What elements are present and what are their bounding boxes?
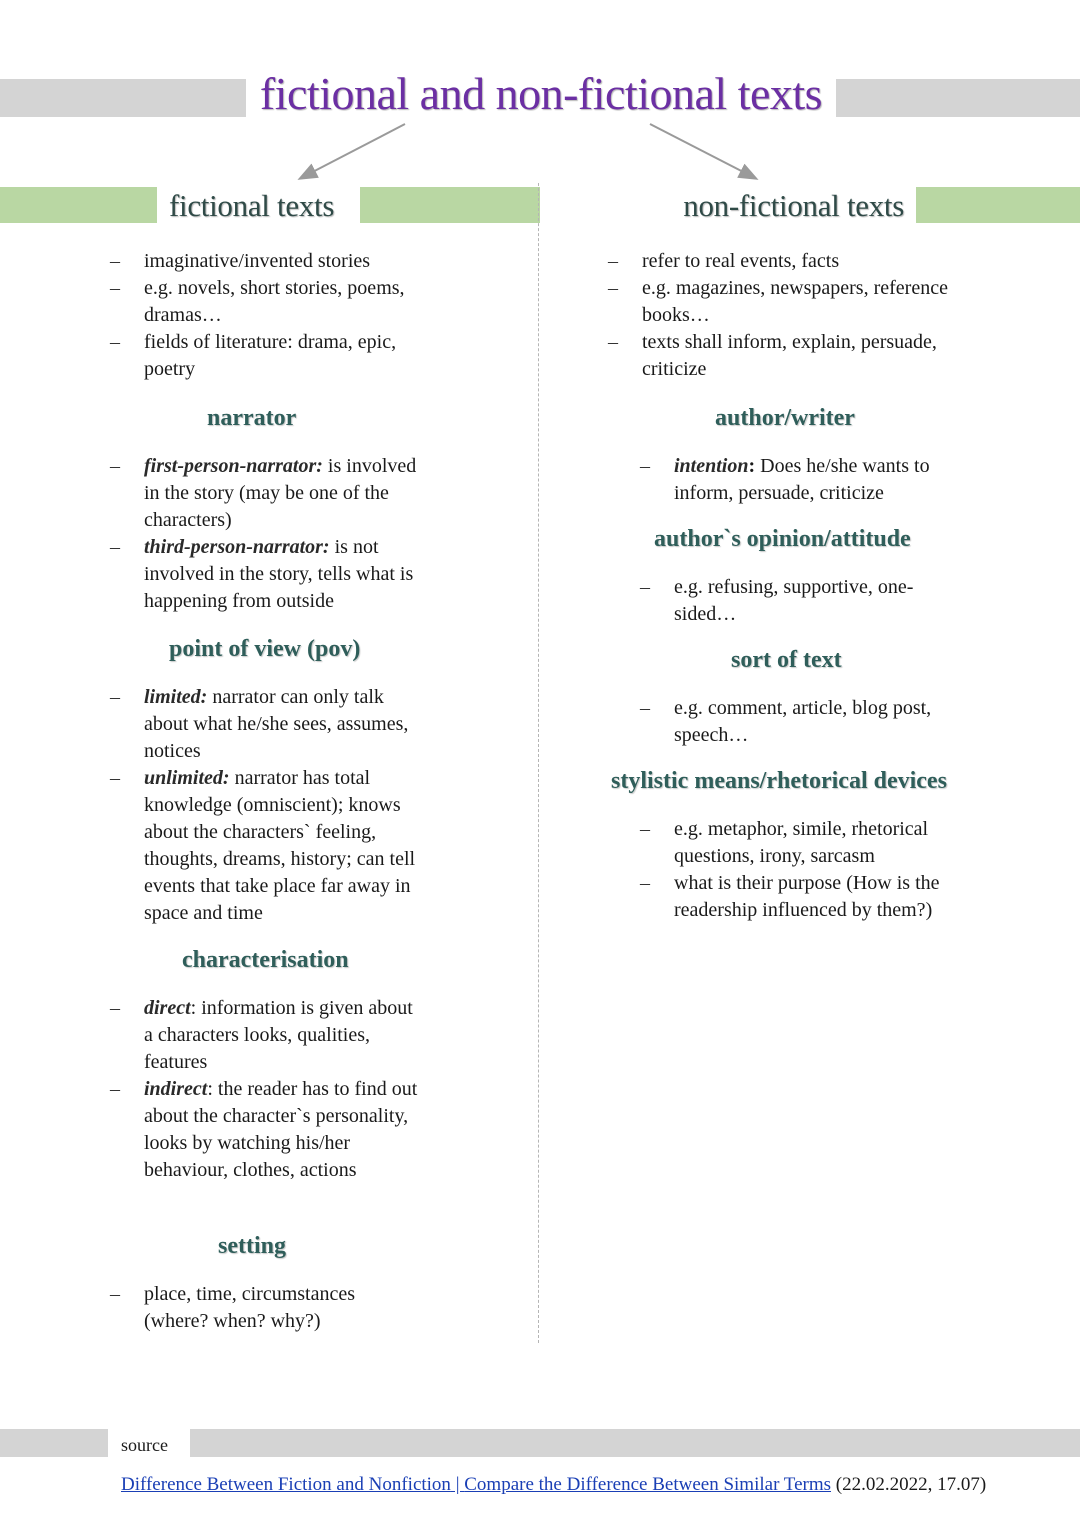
list-item: – imaginative/invented stories xyxy=(144,248,444,275)
arrows xyxy=(0,0,1080,190)
heading-characterisation: characterisation xyxy=(182,947,349,973)
list-item: – texts shall inform, explain, persuade, criticize xyxy=(642,329,987,383)
list-item: – third-person-narrator: is not involved in the story, tells what is happening from outside xyxy=(144,534,429,615)
list-item: – e.g. refusing, supportive, one-sided… xyxy=(674,574,964,628)
fictional-intro-list xyxy=(144,248,444,383)
heading-pov: point of view (pov) xyxy=(169,636,361,662)
stylistic-list xyxy=(674,816,974,924)
list-item: – what is their purpose (How is the readership influenced by them?) xyxy=(674,870,974,924)
list-item: – e.g. magazines, newspapers, reference books… xyxy=(642,275,987,329)
heading-stylistic: stylistic means/rhetorical devices xyxy=(611,768,947,794)
characterisation-list xyxy=(144,995,419,1184)
heading-narrator: narrator xyxy=(207,405,297,431)
arrow-left xyxy=(301,124,405,178)
heading-sort: sort of text xyxy=(731,647,842,673)
list-item: – refer to real events, facts xyxy=(642,248,987,275)
narrator-list xyxy=(144,453,429,615)
nonfictional-title: non-fictional texts xyxy=(540,182,916,230)
pov-list xyxy=(144,684,429,927)
source-date: (22.02.2022, 17.07) xyxy=(831,1474,987,1495)
heading-setting: setting xyxy=(218,1233,286,1259)
list-item: – direct: information is given about a characters looks, qualities, features xyxy=(144,995,419,1076)
fictional-title: fictional texts xyxy=(157,182,360,230)
source-label: source xyxy=(108,1429,190,1459)
list-item: – intention: Does he/she wants to inform, persuade, criticize xyxy=(674,453,974,507)
sort-list xyxy=(674,695,974,749)
list-item: – fields of literature: drama, epic, poetry xyxy=(144,329,444,383)
heading-opinion: author`s opinion/attitude xyxy=(654,526,911,552)
source-link-2[interactable]: Compare the Difference Between Similar Terms xyxy=(464,1474,832,1495)
list-item: – place, time, circumstances (where? when? why?) xyxy=(144,1281,404,1335)
source-citation: Difference Between Fiction and Nonfiction | Compare the Difference Between Similar Terms (22.02.2022, 17.07) xyxy=(121,1474,987,1495)
arrow-right xyxy=(650,124,755,178)
author-list xyxy=(674,453,974,507)
setting-list xyxy=(144,1281,404,1335)
list-item: – indirect: the reader has to find out about the character`s personality, looks by watching his/her behaviour, clothes, actions xyxy=(144,1076,419,1184)
list-item: – e.g. comment, article, blog post, speech… xyxy=(674,695,974,749)
list-item: – e.g. metaphor, simile, rhetorical questions, irony, sarcasm xyxy=(674,816,974,870)
list-item: – unlimited: narrator has total knowledge (omniscient); knows about the characters` feeling, thoughts, dreams, history; can tell events that take place far away in space and time xyxy=(144,765,429,927)
list-item: – first-person-narrator: is involved in the story (may be one of the characters) xyxy=(144,453,429,534)
list-item: – e.g. novels, short stories, poems, dramas… xyxy=(144,275,444,329)
page-title: fictional and non-fictional texts xyxy=(246,64,836,124)
column-divider xyxy=(538,183,539,1343)
source-link-1[interactable]: Difference Between Fiction and Nonfiction xyxy=(121,1474,451,1495)
nonfictional-intro-list xyxy=(642,248,987,383)
list-item: – limited: narrator can only talk about what he/she sees, assumes, notices xyxy=(144,684,429,765)
opinion-list xyxy=(674,574,964,628)
heading-author: author/writer xyxy=(715,405,855,431)
